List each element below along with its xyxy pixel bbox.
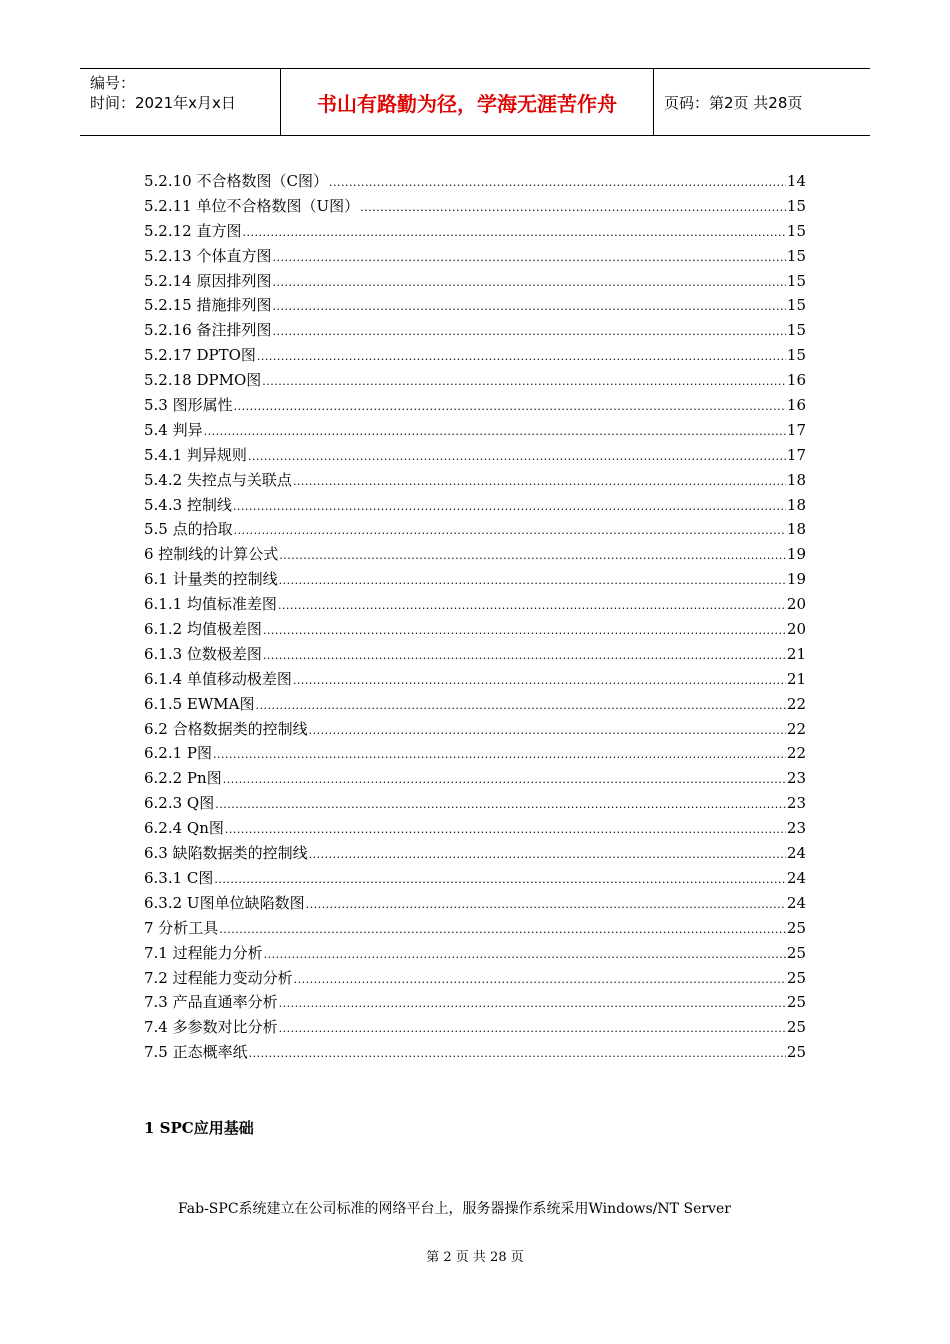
toc-dot-leader (272, 271, 785, 296)
toc-dot-leader (234, 395, 786, 420)
toc-entry-page: 23 (786, 769, 806, 788)
toc-entry[interactable] (144, 617, 806, 642)
toc-entry[interactable] (144, 567, 806, 592)
toc-entry-title: 6.1 计量类的控制线 (144, 570, 278, 589)
toc-entry[interactable] (144, 468, 806, 493)
time-label: 时间：2021年x月x日 (90, 94, 236, 112)
toc-entry-title: 6.2 合格数据类的控制线 (144, 719, 308, 738)
toc-dot-leader (279, 1017, 786, 1042)
toc-entry[interactable] (144, 194, 806, 219)
toc-entry-title: 7.5 正态概率纸 (144, 1043, 248, 1062)
toc-dot-leader (329, 171, 786, 196)
toc-dot-leader (360, 196, 786, 221)
toc-entry-page: 14 (786, 172, 806, 190)
toc-entry-title: 7.2 过程能力变动分析 (144, 968, 293, 987)
toc-entry-title: 5.4.3 控制线 (144, 495, 232, 514)
toc-dot-leader (272, 246, 785, 271)
toc-entry-page: 25 (786, 1043, 806, 1062)
toc-entry-page: 21 (786, 669, 806, 688)
toc-entry-page: 25 (786, 993, 806, 1012)
toc-entry-page: 20 (786, 620, 806, 639)
toc-entry-title: 6.3 缺陷数据类的控制线 (144, 844, 308, 863)
toc-entry-page: 16 (786, 371, 806, 390)
toc-entry-title: 7 分析工具 (144, 918, 219, 937)
header-info (80, 69, 281, 135)
toc-dot-leader (248, 445, 786, 470)
toc-entry-title: 6.1.5 EWMA图 (144, 694, 255, 713)
toc-dot-leader (233, 495, 786, 520)
toc-entry[interactable] (144, 269, 806, 294)
toc-entry-title: 5.4.1 判异规则 (144, 445, 247, 464)
toc-entry[interactable] (144, 841, 806, 866)
toc-entry-title: 5.2.15 措施排列图 (144, 296, 272, 315)
toc-entry[interactable] (144, 941, 806, 966)
toc-entry-page: 24 (786, 844, 806, 863)
toc-entry-page: 21 (786, 644, 806, 663)
toc-entry[interactable] (144, 517, 806, 542)
toc-entry-title: 6.1.4 单值移动极差图 (144, 669, 292, 688)
toc-dot-leader (279, 544, 786, 569)
toc-entry[interactable] (144, 966, 806, 991)
toc-entry[interactable] (144, 1040, 806, 1065)
toc-entry-title: 6.2.3 Q图 (144, 794, 215, 813)
toc-entry-title: 6.2.1 P图 (144, 744, 213, 763)
toc-entry-title: 7.3 产品直通率分析 (144, 993, 278, 1012)
toc-entry-title: 5.2.16 备注排列图 (144, 321, 272, 340)
toc-entry-title: 5.2.13 个体直方图 (144, 246, 272, 265)
toc-dot-leader (242, 221, 785, 246)
toc-entry-page: 18 (786, 520, 806, 539)
toc-entry-page: 25 (786, 918, 806, 937)
toc-entry-title: 5.2.18 DPMO图 (144, 371, 262, 390)
toc-dot-leader (262, 370, 786, 395)
page-header (80, 68, 870, 136)
toc-entry-page: 15 (786, 246, 806, 265)
toc-entry-page: 25 (786, 968, 806, 987)
toc-entry-title: 5.2.12 直方图 (144, 221, 242, 240)
toc-dot-leader (214, 868, 785, 893)
toc-entry[interactable] (144, 293, 806, 318)
toc-entry[interactable] (144, 592, 806, 617)
toc-entry[interactable] (144, 741, 806, 766)
toc-entry-title: 6.1.2 均值极差图 (144, 620, 262, 639)
toc-dot-leader (263, 644, 786, 669)
toc-dot-leader (306, 893, 786, 918)
toc-entry-page: 23 (786, 794, 806, 813)
toc-entry[interactable] (144, 816, 806, 841)
toc-entry-page: 15 (786, 346, 806, 365)
toc-dot-leader (309, 719, 786, 744)
toc-entry-title: 7.1 过程能力分析 (144, 943, 263, 962)
toc-entry[interactable] (144, 791, 806, 816)
toc-entry-page: 15 (786, 321, 806, 340)
toc-entry-page: 23 (786, 819, 806, 838)
toc-entry[interactable] (144, 1015, 806, 1040)
toc-entry-page: 16 (786, 396, 806, 415)
toc-dot-leader (234, 519, 786, 544)
toc-entry[interactable] (144, 642, 806, 667)
number-label: 编号： (90, 74, 136, 92)
toc-entry[interactable] (144, 368, 806, 393)
toc-entry-page: 18 (786, 470, 806, 489)
toc-entry-page: 15 (786, 221, 806, 240)
toc-entry-title: 6.2.2 Pn图 (144, 769, 222, 788)
toc-entry-title: 6.3.1 C图 (144, 868, 214, 887)
toc-entry[interactable] (144, 542, 806, 567)
toc-entry-page: 25 (786, 1018, 806, 1037)
toc-entry-title: 7.4 多参数对比分析 (144, 1018, 278, 1037)
toc-entry[interactable] (144, 343, 806, 368)
toc-dot-leader (249, 1042, 786, 1067)
toc-entry[interactable] (144, 219, 806, 244)
toc-dot-leader (257, 345, 786, 370)
table-of-contents (144, 169, 806, 1065)
toc-entry-title: 5.2.11 单位不合格数图（U图） (144, 196, 360, 215)
toc-entry-title: 5.5 点的拾取 (144, 520, 233, 539)
toc-dot-leader (223, 768, 786, 793)
toc-dot-leader (293, 669, 786, 694)
toc-dot-leader (256, 694, 786, 719)
toc-entry[interactable] (144, 418, 806, 443)
toc-entry[interactable] (144, 393, 806, 418)
toc-entry-page: 19 (786, 545, 806, 564)
toc-entry[interactable] (144, 667, 806, 692)
toc-entry-page: 15 (786, 271, 806, 290)
toc-dot-leader (272, 295, 785, 320)
toc-entry[interactable] (144, 717, 806, 742)
toc-dot-leader (215, 793, 786, 818)
toc-entry[interactable] (144, 866, 806, 891)
toc-dot-leader (272, 320, 785, 345)
toc-entry-title: 6.1.1 均值标准差图 (144, 595, 277, 614)
toc-entry-title: 5.2.17 DPTO图 (144, 346, 256, 365)
toc-entry[interactable] (144, 891, 806, 916)
toc-dot-leader (219, 918, 786, 943)
toc-dot-leader (279, 569, 786, 594)
toc-entry[interactable] (144, 692, 806, 717)
toc-entry-title: 6 控制线的计算公式 (144, 545, 279, 564)
toc-dot-leader (309, 843, 786, 868)
toc-entry-title: 5.2.10 不合格数图（C图） (144, 172, 328, 190)
toc-dot-leader (264, 943, 786, 968)
section-heading: 1 SPC应用基础 (144, 1119, 254, 1137)
motto: 书山有路勤为径，学海无涯苦作舟 (281, 69, 654, 135)
toc-dot-leader (293, 470, 786, 495)
toc-entry-title: 6.2.4 Qn图 (144, 819, 224, 838)
toc-entry-page: 24 (786, 868, 806, 887)
toc-dot-leader (278, 594, 786, 619)
page-footer: 第 2 页 共 28 页 (426, 1250, 524, 1265)
toc-dot-leader (279, 992, 786, 1017)
toc-entry[interactable] (144, 916, 806, 941)
toc-entry-title: 5.4.2 失控点与关联点 (144, 470, 292, 489)
toc-dot-leader (263, 619, 786, 644)
toc-entry-page: 15 (786, 196, 806, 215)
body-paragraph: Fab-SPC系统建立在公司标准的网络平台上，服务器操作系统采用Windows/NT Server (178, 1201, 731, 1217)
toc-entry-page: 20 (786, 595, 806, 614)
toc-entry[interactable] (144, 493, 806, 518)
toc-entry-page: 24 (786, 893, 806, 912)
toc-entry-page: 18 (786, 495, 806, 514)
toc-entry-page: 22 (786, 744, 806, 763)
page-label: 页码：第2页 共28页 (664, 93, 803, 112)
toc-entry-title: 5.2.14 原因排列图 (144, 271, 272, 290)
toc-entry[interactable] (144, 318, 806, 343)
toc-dot-leader (225, 818, 786, 843)
toc-entry-title: 5.3 图形属性 (144, 396, 233, 415)
toc-entry-page: 17 (786, 445, 806, 464)
toc-dot-leader (294, 968, 786, 993)
toc-entry-page: 22 (786, 719, 806, 738)
toc-dot-leader (213, 743, 786, 768)
toc-entry[interactable] (144, 990, 806, 1015)
toc-entry-page: 19 (786, 570, 806, 589)
toc-entry[interactable] (144, 443, 806, 468)
toc-entry-page: 25 (786, 943, 806, 962)
toc-entry-title: 6.1.3 位数极差图 (144, 644, 262, 663)
toc-entry-page: 15 (786, 296, 806, 315)
toc-entry[interactable] (144, 244, 806, 269)
toc-entry[interactable] (144, 169, 806, 194)
toc-entry-page: 22 (786, 694, 806, 713)
toc-entry-title: 6.3.2 U图单位缺陷数图 (144, 893, 305, 912)
toc-dot-leader (204, 420, 786, 445)
toc-entry[interactable] (144, 766, 806, 791)
toc-entry-title: 5.4 判异 (144, 420, 203, 439)
toc-entry-page: 17 (786, 420, 806, 439)
